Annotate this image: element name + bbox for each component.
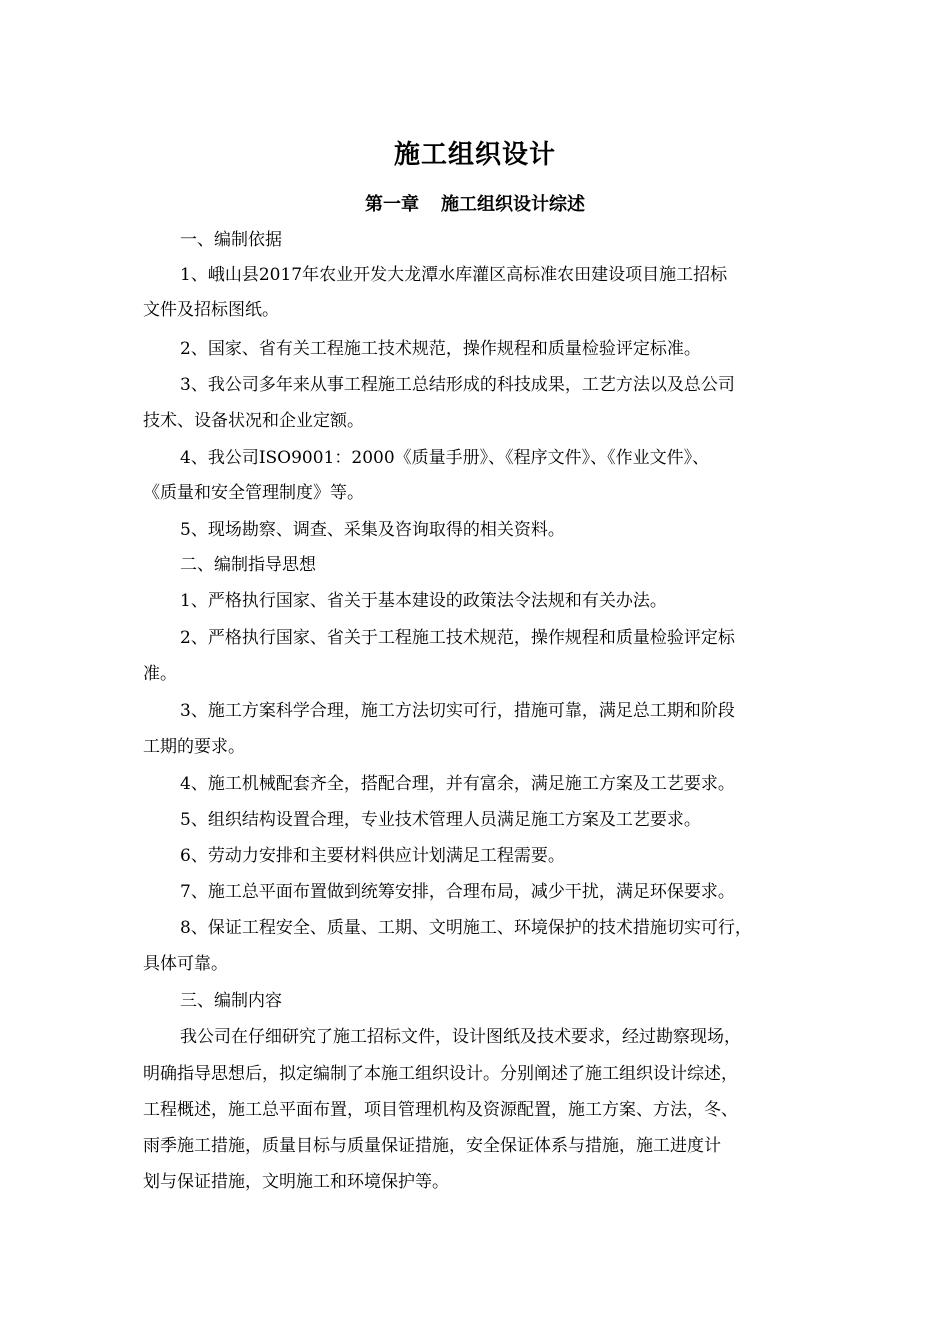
paragraph-line: 工期的要求。 — [143, 737, 245, 757]
paragraph-line: 1、严格执行国家、省关于基本建设的政策法令法规和有关办法。 — [180, 591, 667, 611]
paragraph-line: 4、施工机械配套齐全，搭配合理，并有富余，满足施工方案及工艺要求。 — [180, 774, 735, 794]
section-heading: 一、编制依据 — [180, 230, 282, 250]
paragraph-line: 具体可靠。 — [143, 954, 228, 974]
section-heading: 三、编制内容 — [180, 991, 282, 1011]
paragraph-line: 3、我公司多年来从事工程施工总结形成的科技成果，工艺方法以及总公司 — [180, 375, 735, 395]
section-heading: 二、编制指导思想 — [180, 555, 316, 575]
paragraph-line: 3、施工方案科学合理，施工方法切实可行，措施可靠，满足总工期和阶段 — [180, 701, 735, 721]
paragraph-line: 2、国家、省有关工程施工技术规范，操作规程和质量检验评定标准。 — [180, 339, 701, 359]
paragraph-line: 技术、设备状况和企业定额。 — [143, 411, 364, 431]
paragraph-line: 6、劳动力安排和主要材料供应计划满足工程需要。 — [180, 846, 565, 866]
paragraph-line: 8、保证工程安全、质量、工期、文明施工、环境保护的技术措施切实可行， — [180, 918, 752, 938]
document-title: 施工组织设计 — [393, 140, 556, 170]
chapter-heading — [0, 190, 950, 216]
paragraph-line: 我公司在仔细研究了施工招标文件，设计图纸及技术要求，经过勘察现场， — [180, 1027, 741, 1047]
paragraph-line: 工程概述，施工总平面布置，项目管理机构及资源配置，施工方案、方法，冬、 — [143, 1100, 738, 1120]
paragraph-line: 雨季施工措施，质量目标与质量保证措施，安全保证体系与措施，施工进度计 — [143, 1136, 721, 1156]
chapter-number: 第一章 — [365, 194, 419, 215]
paragraph-line: 划与保证措施，文明施工和环境保护等。 — [143, 1172, 449, 1192]
paragraph-line: 1、峨山县2017年农业开发大龙潭水库灌区高标准农田建设项目施工招标 — [180, 265, 728, 285]
chapter-name: 施工组织设计综述 — [441, 194, 585, 215]
paragraph-line: 2、严格执行国家、省关于工程施工技术规范，操作规程和质量检验评定标 — [180, 628, 735, 648]
paragraph-line: 5、组织结构设置合理，专业技术管理人员满足施工方案及工艺要求。 — [180, 810, 701, 830]
paragraph-line: 准。 — [143, 664, 177, 684]
paragraph-line: 4、我公司ISO9001：2000《质量手册》、《程序文件》、《作业文件》、 — [180, 448, 710, 468]
paragraph-line: 文件及招标图纸。 — [143, 300, 279, 320]
paragraph-line: 《质量和安全管理制度》等。 — [143, 483, 364, 503]
paragraph-line: 5、现场勘察、调查、采集及咨询取得的相关资料。 — [180, 520, 565, 540]
paragraph-line: 明确指导思想后，拟定编制了本施工组织设计。分别阐述了施工组织设计综述， — [143, 1064, 738, 1084]
paragraph-line: 7、施工总平面布置做到统筹安排，合理布局，减少干扰，满足环保要求。 — [180, 882, 735, 902]
